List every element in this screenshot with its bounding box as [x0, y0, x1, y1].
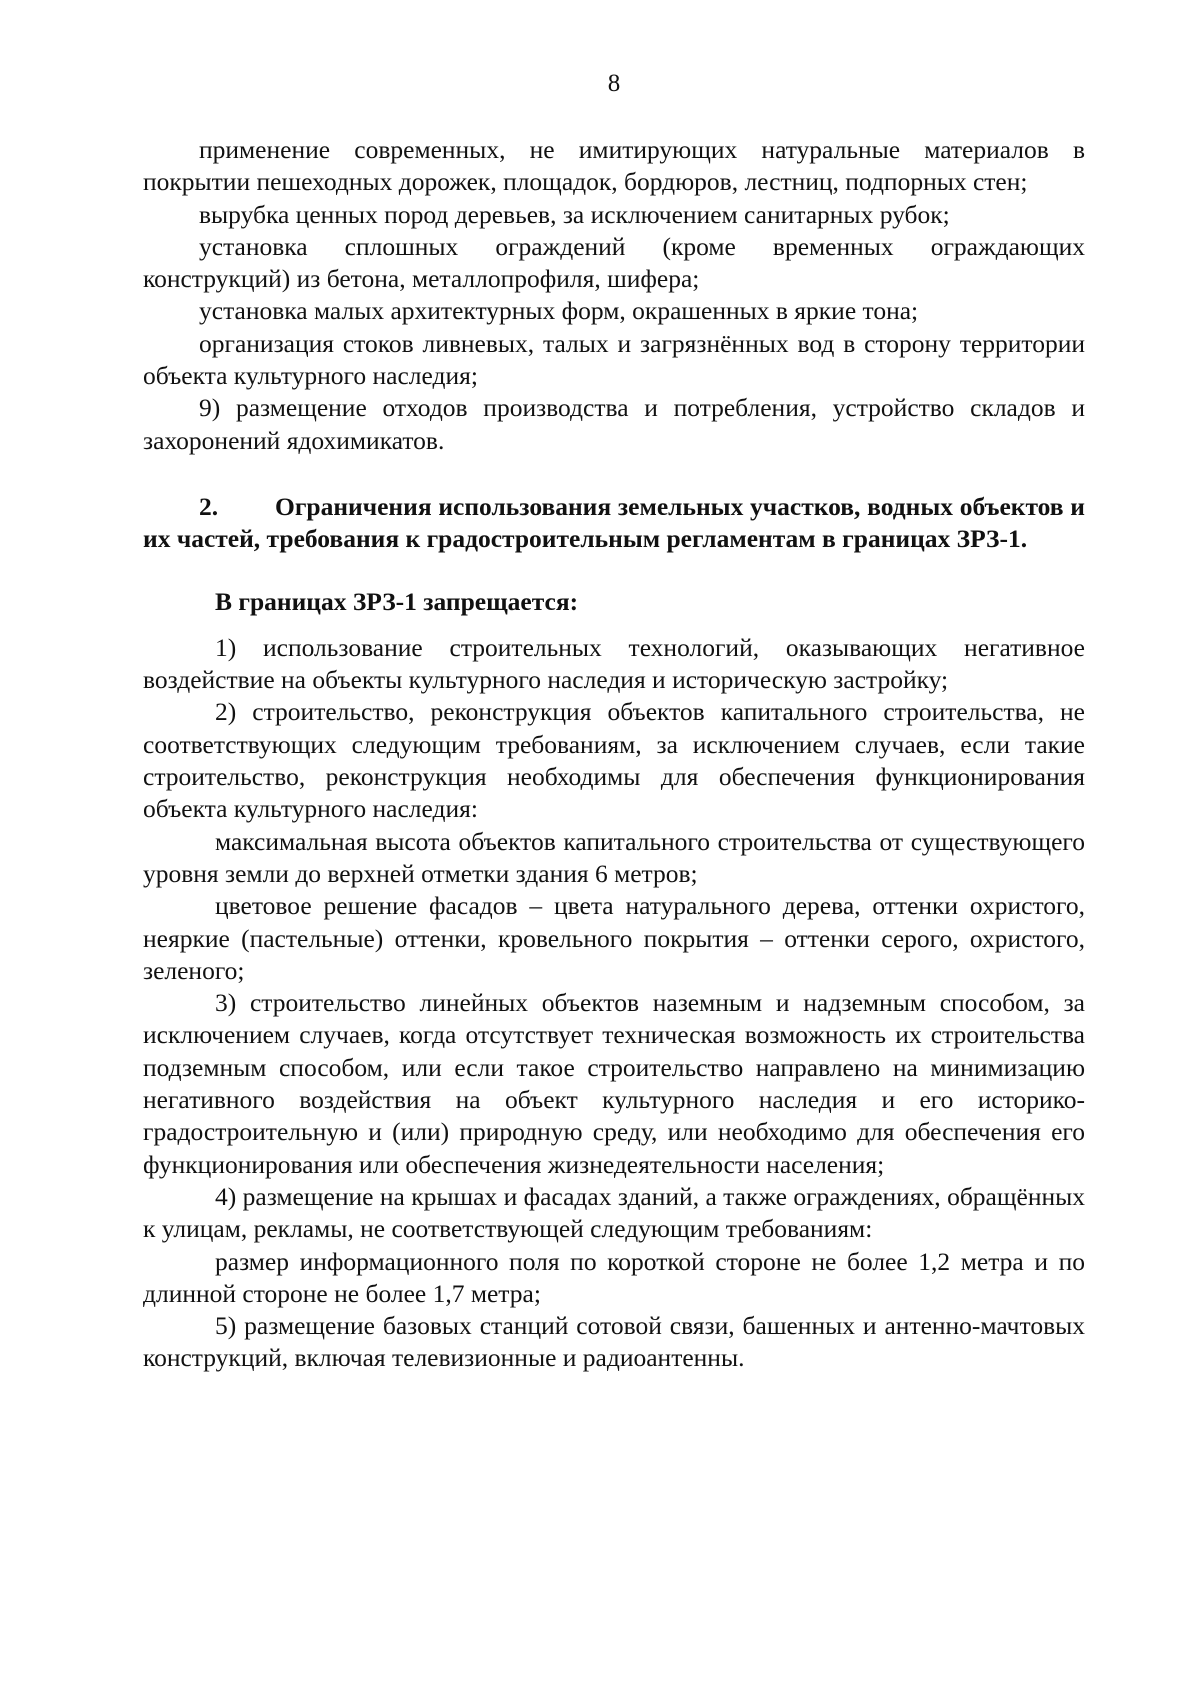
paragraph: установка малых архитектурных форм, окрашенных в яркие тона;	[199, 296, 919, 326]
paragraph: 2) строительство, реконструкция объектов капитального строительства, не соответствующих следующим требованиям, за исключением случаев, если такие строительство, реконструкция необходимы для обеспечения функционирования объекта культурного наследия:	[143, 697, 1085, 824]
paragraph: 9) размещение отходов производства и потребления, устройство складов и захоронений ядохимикатов.	[143, 393, 1085, 455]
section-number: 2.	[199, 491, 219, 521]
paragraph: 4) размещение на крышах и фасадах зданий, а также ограждениях, обращённых к улицам, рекламы, не соответствующей следующим требованиям:	[143, 1181, 1085, 1244]
paragraph: организация стоков ливневых, талых и загрязнённых вод в сторону территории объекта культурного наследия;	[143, 328, 1085, 391]
paragraph: вырубка ценных пород деревьев, за исключением санитарных рубок;	[199, 199, 950, 229]
paragraph: установка сплошных ограждений (кроме временных ограждающих конструкций) из бетона, металлопрофиля, шифера;	[143, 231, 1085, 294]
paragraph: применение современных, не имитирующих натуральные материалов в покрытии пешеходных дорожек, площадок, бордюров, лестниц, подпорных стен;	[143, 135, 1085, 197]
paragraph: цветовое решение фасадов – цвета натурального дерева, оттенки охристого, неяркие (пастельные) оттенки, кровельного покрытия – оттенки серого, охристого, зеленого;	[143, 891, 1085, 985]
document-body	[143, 134, 1085, 1375]
page-number: 8	[607, 70, 621, 97]
section-heading	[143, 491, 1085, 556]
paragraph: 3) строительство линейных объектов наземным и надземным способом, за исключением случаев, когда отсутствует техническая возможность их строительства подземным способом, или если такое строительство направлено на минимизацию негативного воздействия на объект культурного наследия и его историко-градостроительную и (или) природную среду, или необходимо для обеспечения его функционирования или обеспечения жизнедеятельности населения;	[143, 988, 1085, 1179]
paragraph: 5) размещение базовых станций сотовой связи, башенных и антенно-мачтовых конструкций, включая телевизионные и радиоантенны.	[143, 1311, 1085, 1373]
paragraph: 1) использование строительных технологий, оказывающих негативное воздействие на объекты культурного наследия и историческую застройку;	[143, 632, 1085, 695]
subheading: В границах ЗРЗ-1 запрещается:	[215, 586, 579, 616]
section-title: Ограничения использования земельных участков, водных объектов и их частей, требования к градостроительным регламентам в границах ЗРЗ-1.	[143, 491, 1085, 554]
paragraph: размер информационного поля по короткой стороне не более 1,2 метра и по длинной стороне не более 1,7 метра;	[143, 1246, 1085, 1308]
paragraph: максимальная высота объектов капитального строительства от существующего уровня земли до верхней отметки здания 6 метров;	[143, 826, 1085, 888]
